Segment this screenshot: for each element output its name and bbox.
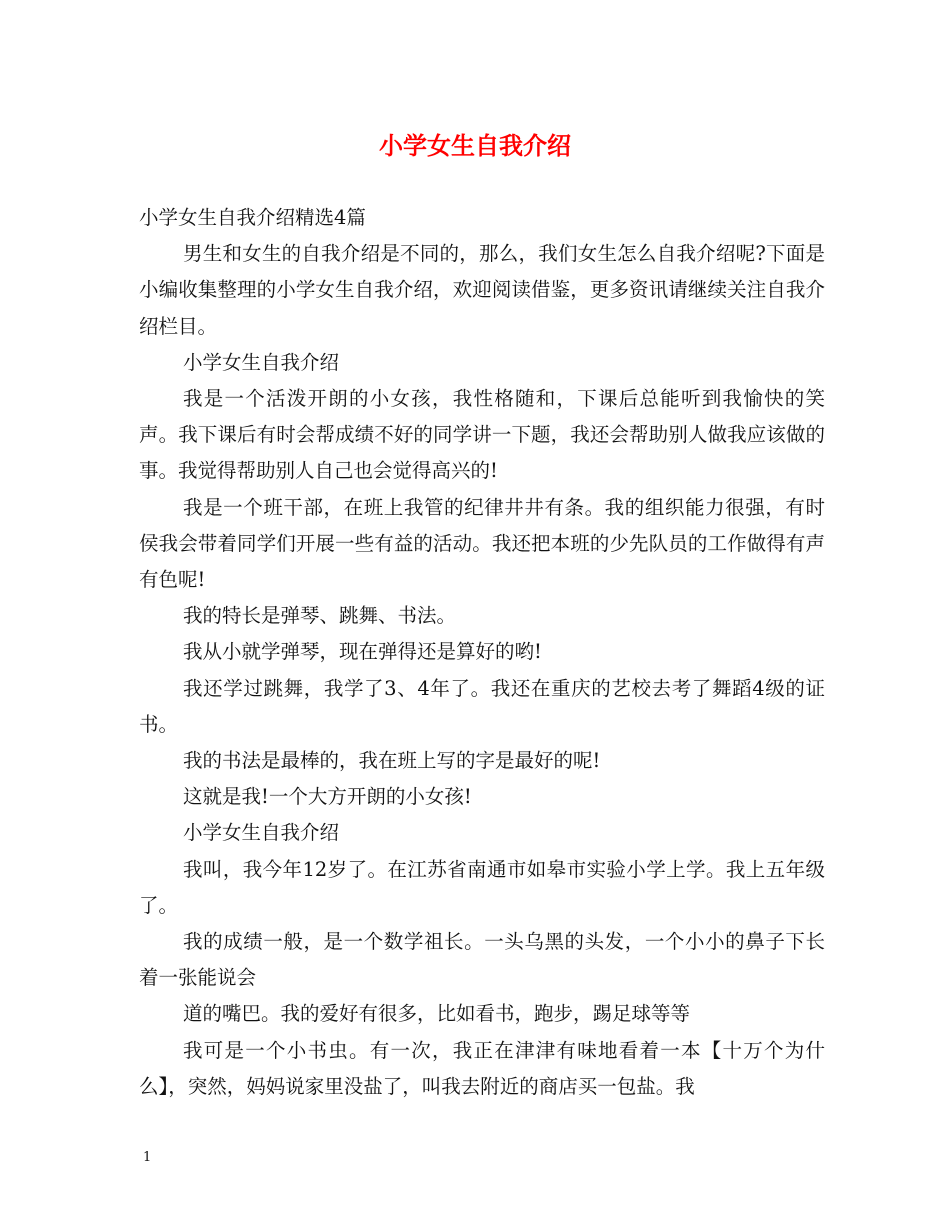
paragraph: 我是一个班干部，在班上我管的纪律井井有条。我的组织能力很强，有时侯我会带着同学们开展一些有益的活动。我还把本班的少先队员的工作做得有声有色呢! [139, 495, 825, 592]
page-number: 1 [143, 1150, 152, 1165]
paragraph: 我的成绩一般，是一个数学祖长。一头乌黑的头发，一个小小的鼻子下长着一张能说会 [139, 930, 825, 990]
paragraph: 这就是我!一个大方开朗的小女孩! [183, 785, 472, 809]
paragraph: 小学女生自我介绍 [183, 821, 340, 845]
paragraph: 我的特长是弹琴、跳舞、书法。 [183, 604, 457, 628]
paragraph: 小学女生自我介绍 [183, 350, 340, 374]
paragraph: 男生和女生的自我介绍是不同的，那么，我们女生怎么自我介绍呢?下面是小编收集整理的小学女生自我介绍，欢迎阅读借鉴，更多资讯请继续关注自我介绍栏目。 [139, 242, 825, 338]
paragraph: 我是一个活泼开朗的小女孩，我性格随和，下课后总能听到我愉快的笑声。我下课后有时会帮成绩不好的同学讲一下题，我还会帮助别人做我应该做的事。我觉得帮助别人自己也会觉得高兴的! [139, 387, 825, 483]
paragraph: 我从小就学弹琴，现在弹得还是算好的哟! [183, 640, 542, 664]
paragraph: 小学女生自我介绍精选4篇 [139, 206, 366, 229]
paragraph: 我还学过跳舞，我学了3、4年了。我还在重庆的艺校去考了舞蹈4级的证书。 [139, 676, 825, 736]
paragraph: 道的嘴巴。我的爱好有很多，比如看书，跑步，踢足球等等 [183, 1002, 691, 1026]
paragraph: 我可是一个小书虫。有一次，我正在津津有味地看着一本【十万个为什么】，突然，妈妈说家里没盐了，叫我去附近的商店买一包盐。我 [139, 1038, 825, 1098]
document-title: 小学女生自我介绍 [379, 131, 571, 160]
document-body [139, 200, 825, 1105]
paragraph: 我叫，我今年12岁了。在江苏省南通市如皋市实验小学上学。我上五年级了。 [139, 857, 825, 917]
paragraph: 我的书法是最棒的，我在班上写的字是最好的呢! [183, 749, 601, 773]
